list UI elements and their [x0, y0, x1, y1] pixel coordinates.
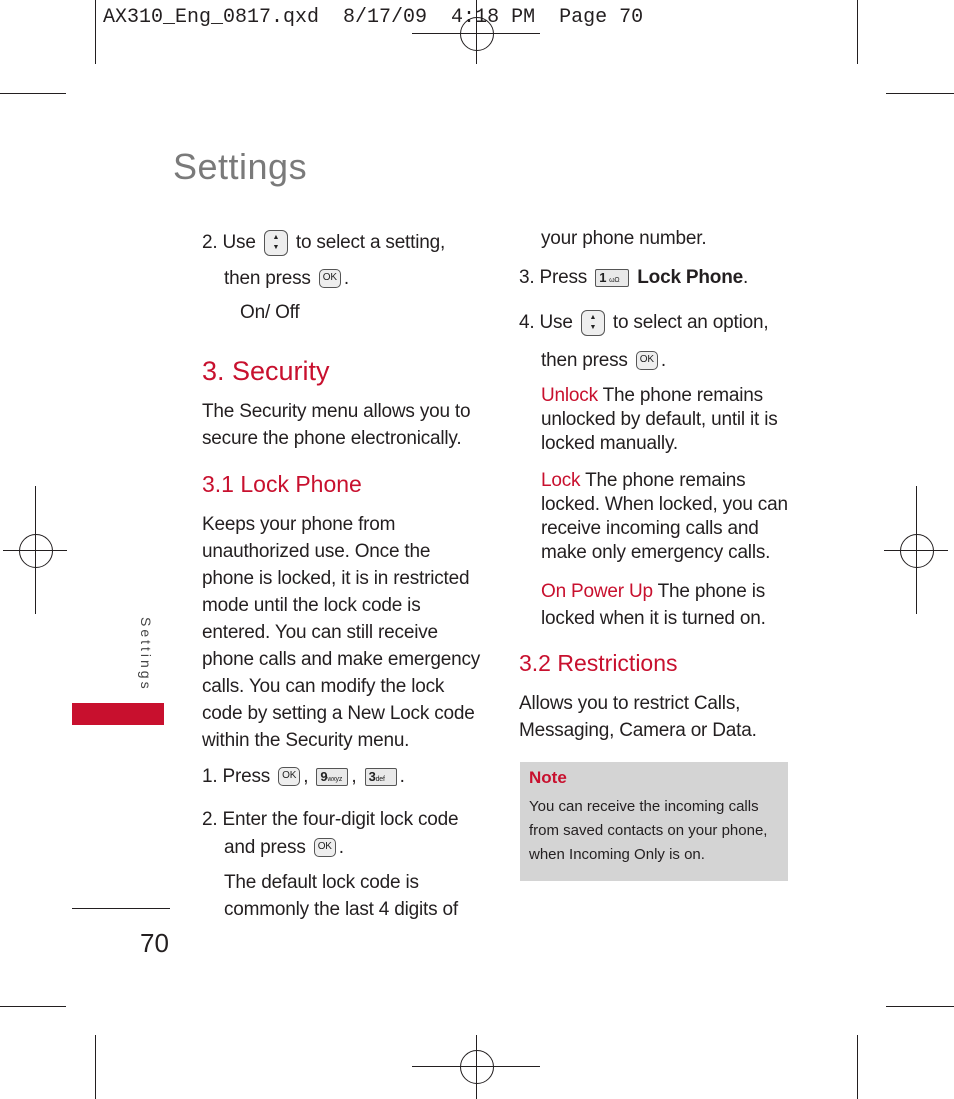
step-3-line: [519, 264, 748, 291]
registration-circle: [460, 1050, 494, 1084]
step-2-then: then press: [224, 268, 311, 289]
lock-text: The phone remains locked. When locked, you can receive incoming calls and make only emergency calls.: [541, 470, 788, 563]
key-3-icon: 3def: [365, 768, 397, 786]
ok-key-icon: OK: [314, 838, 336, 857]
lock-phone-heading: 3.1 Lock Phone: [202, 471, 362, 497]
restrictions-heading: 3.2 Restrictions: [519, 650, 678, 676]
page-title: Settings: [173, 146, 308, 187]
on-power-up-text: The phone is locked when it is turned on.: [541, 581, 766, 629]
step-2b-and-line: [224, 834, 344, 861]
step-3-press: 3. Press: [519, 267, 588, 288]
unlock-text: The phone remains unlocked by default, until it is locked manually.: [541, 385, 778, 454]
step-2-then-line: [224, 265, 349, 292]
crop-mark: [0, 93, 66, 94]
period: .: [742, 267, 749, 288]
lock-phone-label: Lock Phone: [637, 267, 743, 288]
note-text: You can receive the incoming calls from saved contacts on your phone, when Incoming Only is on.: [529, 798, 768, 863]
step-4-rest: to select an option,: [612, 312, 769, 333]
period: .: [660, 350, 666, 371]
ok-key-icon: OK: [319, 269, 341, 288]
ok-key-icon: OK: [278, 767, 300, 786]
note-box: [520, 762, 788, 881]
key-1-icon: 1 ωΩ: [595, 269, 629, 287]
lock-phone-description: Keeps your phone from unauthorized use. Once the phone is locked, it is in restricted mode until the lock code is entered. You can still receive phone calls and make emergency calls. You can modify the lock code by setting a New Lock code within the Security menu.: [202, 514, 481, 751]
period: .: [338, 837, 344, 858]
period: .: [343, 268, 349, 289]
security-description: The Security menu allows you to secure the phone electronically.: [202, 401, 471, 449]
step-4-use: 4. Use: [519, 312, 573, 333]
crop-mark: [886, 93, 954, 94]
default-code-text: The default lock code is commonly the last 4 digits of: [224, 872, 458, 920]
side-tab-label: Settings: [138, 617, 154, 692]
on-off-option: On/ Off: [240, 302, 300, 323]
on-power-up-option: [541, 578, 793, 632]
comma: ,: [351, 766, 357, 787]
step-4-line: [519, 309, 768, 336]
press-sequence-line: [202, 763, 405, 790]
registration-circle: [900, 534, 934, 568]
navigation-key-icon: ▲ ▼: [264, 230, 288, 256]
and-press: and press: [224, 837, 306, 858]
navigation-key-icon: ▲ ▼: [581, 310, 605, 336]
key-9-icon: 9wxyz: [316, 768, 348, 786]
crop-mark: [886, 1006, 954, 1007]
step-2b-line: 2. Enter the four-digit lock code: [202, 809, 459, 830]
page-number: 70: [140, 928, 169, 958]
phone-number-text: your phone number.: [541, 228, 707, 249]
on-power-up-label: On Power Up: [541, 581, 653, 602]
ok-key-icon: OK: [636, 351, 658, 370]
crop-mark: [95, 0, 96, 64]
step-4-then-line: [541, 347, 666, 374]
file-info-header: AX310_Eng_0817.qxd 8/17/09 4:18 PM Page 70: [103, 6, 644, 29]
registration-circle: [19, 534, 53, 568]
lock-label: Lock: [541, 470, 581, 491]
press-1-label: 1. Press: [202, 766, 271, 787]
comma: ,: [303, 766, 309, 787]
unlock-label: Unlock: [541, 385, 598, 406]
side-tab-bar: [72, 703, 164, 725]
lock-option: [541, 469, 793, 565]
period: .: [399, 766, 405, 787]
note-title: Note: [529, 768, 567, 787]
step-2-use: 2. Use: [202, 232, 256, 253]
restrictions-description: Allows you to restrict Calls, Messaging, Camera or Data.: [519, 693, 757, 741]
step-4-then: then press: [541, 350, 628, 371]
security-heading: 3. Security: [202, 356, 330, 386]
crop-mark: [0, 1006, 66, 1007]
step-2-rest: to select a setting,: [295, 232, 446, 253]
crop-mark: [95, 1035, 96, 1099]
crop-mark: [857, 0, 858, 64]
footer-rule: [72, 908, 170, 909]
step-2-line: [202, 229, 445, 256]
unlock-option: [541, 384, 793, 456]
crop-mark: [857, 1035, 858, 1099]
